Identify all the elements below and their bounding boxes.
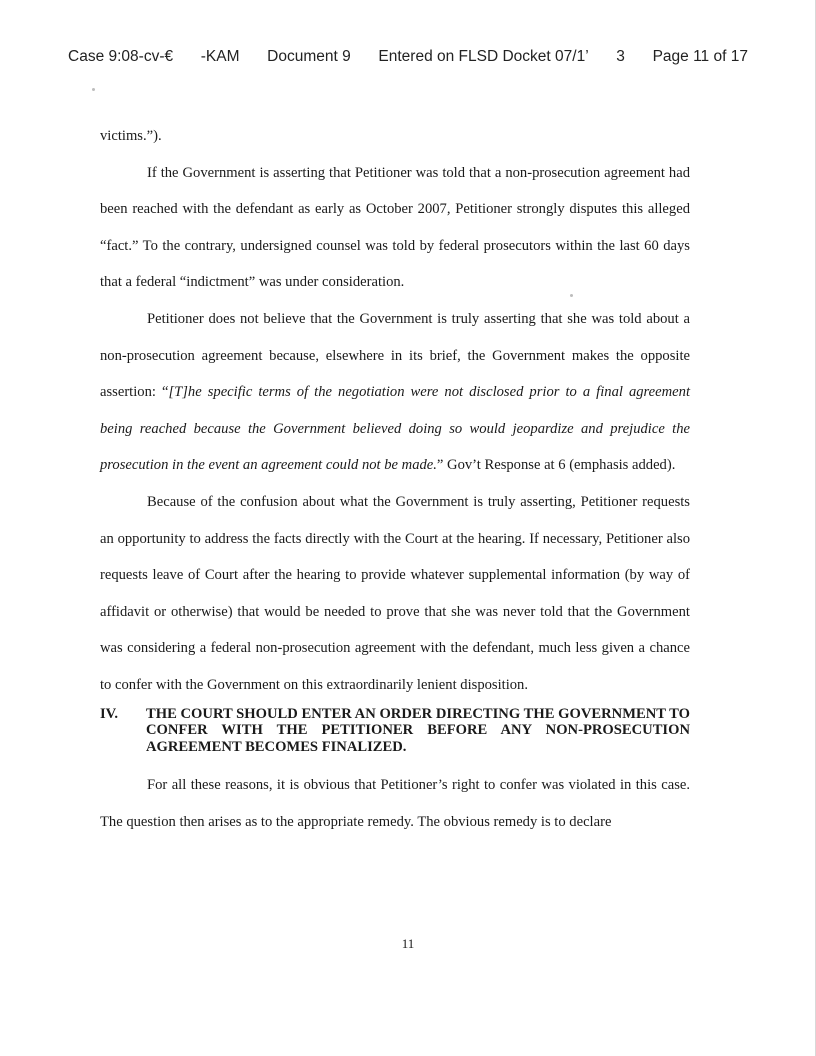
page-number: 11 bbox=[401, 936, 415, 951]
page-count: Page 11 of 17 bbox=[652, 48, 748, 65]
case-number: Case 9:08-cv-€ bbox=[68, 48, 174, 65]
scan-speck bbox=[570, 294, 573, 297]
scan-speck bbox=[92, 88, 95, 91]
paragraph-hearing-request: Because of the confusion about what the Government is truly asserting, Petitioner requests an opportunity to address the facts directly with the Court at the hearing. If necessary, Petitioner also requests leave of Court after the hearing to provide whatever supplemental information (by way of affidavit or otherwise) that would be needed to prove that she was never told that the Government was considering a federal non-prosecution agreement with the defendant, much less given a chance to confer with the Government on this extraordinarily lenient disposition. bbox=[100, 493, 690, 693]
docket-entry-date: Entered on FLSD Docket 07/1’ bbox=[378, 48, 589, 65]
paragraph-continuation: victims.”). bbox=[100, 128, 162, 144]
docket-date-digit: 3 bbox=[616, 48, 625, 65]
section-title: THE COURT SHOULD ENTER AN ORDER DIRECTING THE GOVERNMENT TO CONFER WITH THE PETITIONER BEFORE ANY NON-PROSECUTION AGREEMENT BECOMES FINALIZED. bbox=[146, 705, 690, 755]
section-number: IV. bbox=[100, 705, 118, 722]
paragraph-opposite-assertion bbox=[100, 301, 690, 484]
document-number: Document 9 bbox=[267, 48, 351, 65]
paragraph-government-assertion: If the Government is asserting that Petitioner was told that a non-prosecution agreement had been reached with the defendant as early as October 2007, Petitioner strongly disputes this alleged “fact.” To the contrary, undersigned counsel was told by federal prosecutors within the last 60 days that a federal “indictment” was under consideration. bbox=[100, 164, 690, 291]
section-heading bbox=[100, 706, 690, 756]
italic-quotation: [T]he specific terms of the negotiation were not disclosed prior to a final agreement being reached because the Government believed doing so would jeopardize and prejudice the prosecution in the event an agreement could not be made. bbox=[100, 384, 691, 474]
paragraph-text: Petitioner does not believe that the Government is truly asserting that she was told about a non-prosecution agreement because, elsewhere in its brief, the Government makes the opposite assertion: “ bbox=[100, 310, 690, 401]
docket-header bbox=[68, 48, 748, 66]
paragraph-remedy: For all these reasons, it is obvious that Petitioner’s right to confer was violated in this case. The question then arises as to the appropriate remedy. The obvious remedy is to declare bbox=[100, 777, 690, 830]
judge-initials: -KAM bbox=[200, 48, 240, 65]
document-body bbox=[100, 118, 690, 840]
citation-text: ” Gov’t Response at 6 (emphasis added). bbox=[436, 457, 676, 474]
